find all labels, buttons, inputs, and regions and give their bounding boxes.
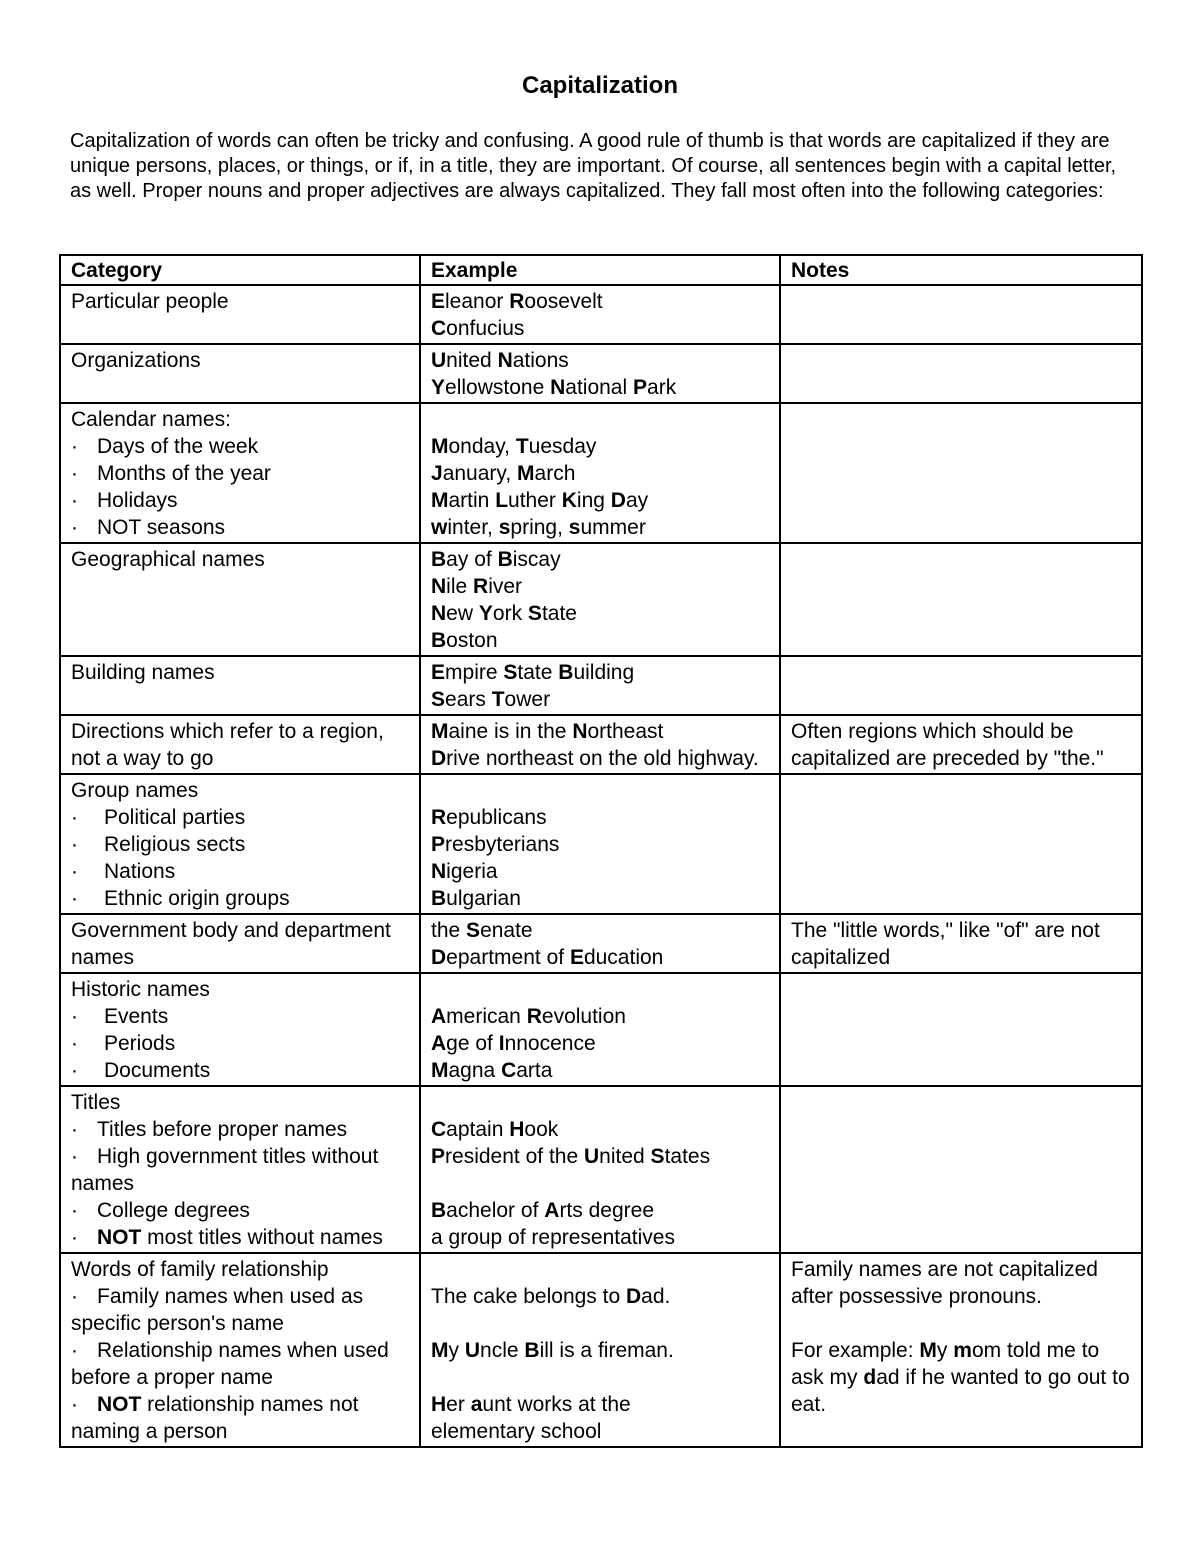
bullet-dot: · <box>71 1226 78 1249</box>
category-cell <box>60 914 420 973</box>
bullet-dot: · <box>71 860 78 883</box>
header-notes: Notes <box>780 255 1142 285</box>
example-cell <box>420 1253 780 1447</box>
example-text: American Revolution <box>431 1005 626 1028</box>
page-title: Capitalization <box>521 72 678 99</box>
table-row <box>60 1086 1142 1253</box>
category-cell <box>60 543 420 656</box>
bullet-item: · High government titles without names <box>71 1145 379 1195</box>
bullet-item: · Titles before proper names <box>71 1118 348 1141</box>
example-text: Maine is in the Northeast <box>431 720 664 743</box>
bullet-item: · Documents <box>71 1059 211 1082</box>
bullet-item: · Family names when used as specific person's name <box>71 1285 364 1335</box>
table-row <box>60 543 1142 656</box>
category-cell <box>60 1086 420 1253</box>
example-text: Bachelor of Arts degree <box>431 1199 654 1222</box>
notes-cell <box>780 543 1142 656</box>
category-cell <box>60 285 420 344</box>
category-label: Government body and department names <box>71 919 391 969</box>
example-text: Captain Hook <box>431 1118 559 1141</box>
notes-cell <box>780 285 1142 344</box>
example-cell <box>420 774 780 914</box>
bullet-dot: · <box>71 1032 78 1055</box>
intro-paragraph: Capitalization of words can often be tricky and confusing. A good rule of thumb is that words are capitalized if they are unique persons, places, or things, or if, in a title, they are important. Of course, all sentences begin with a capital letter, as well. Proper nouns and proper adjectives are always capitalized. They fall most often into the following categories: <box>70 130 1117 202</box>
category-label: Words of family relationship <box>71 1258 329 1281</box>
bullet-dot: · <box>71 1285 78 1308</box>
bullet-item: · Months of the year <box>71 462 271 485</box>
bullet-dot: · <box>71 1199 78 1222</box>
notes-cell <box>780 715 1142 774</box>
example-text: the Senate <box>431 919 533 942</box>
bullet-item: · Nations <box>71 860 176 883</box>
bullet-dot: · <box>71 806 78 829</box>
category-label: Building names <box>71 661 215 684</box>
example-text: My Uncle Bill is a fireman. <box>431 1339 674 1362</box>
bullet-item: · NOT relationship names not naming a person <box>71 1393 359 1443</box>
notes-cell <box>780 914 1142 973</box>
notes-cell <box>780 403 1142 543</box>
category-cell <box>60 774 420 914</box>
bullet-item: · Periods <box>71 1032 176 1055</box>
table-row <box>60 973 1142 1086</box>
example-text: The cake belongs to Dad. <box>431 1285 671 1308</box>
bullet-dot: · <box>71 462 78 485</box>
notes-text: For example: My mom told me to ask my dad if he wanted to go out to eat. <box>791 1339 1130 1416</box>
bullet-dot: · <box>71 887 78 910</box>
example-text: Confucius <box>431 317 525 340</box>
bullet-dot: · <box>71 489 78 512</box>
example-text: New York State <box>431 602 577 625</box>
bullet-item: · Days of the week <box>71 435 259 458</box>
bullet-item: · Events <box>71 1005 169 1028</box>
notes-text: Family names are not capitalized after possessive pronouns. <box>791 1258 1098 1308</box>
example-cell <box>420 344 780 403</box>
example-text: Empire State Building <box>431 661 635 684</box>
category-label: Titles <box>71 1091 121 1114</box>
category-label: Directions which refer to a region, not a way to go <box>71 720 384 770</box>
example-text: Department of Education <box>431 946 664 969</box>
bullet-item: · NOT seasons <box>71 516 225 539</box>
category-label: Particular people <box>71 290 229 313</box>
category-cell <box>60 656 420 715</box>
example-text: Republicans <box>431 806 547 829</box>
notes-cell <box>780 344 1142 403</box>
example-text: Boston <box>431 629 498 652</box>
example-cell <box>420 543 780 656</box>
example-text: Sears Tower <box>431 688 551 711</box>
bullet-dot: · <box>71 833 78 856</box>
example-text: Bay of Biscay <box>431 548 561 571</box>
header-example: Example <box>420 255 780 285</box>
example-cell <box>420 715 780 774</box>
notes-cell <box>780 973 1142 1086</box>
category-label: Organizations <box>71 349 201 372</box>
table-row <box>60 1253 1142 1447</box>
table-header-row <box>60 255 1142 285</box>
category-label: Historic names <box>71 978 210 1001</box>
bullet-item: · NOT most titles without names <box>71 1226 383 1249</box>
category-label: Group names <box>71 779 199 802</box>
example-text: Age of Innocence <box>431 1032 596 1055</box>
category-cell <box>60 344 420 403</box>
notes-text: Often regions which should be capitalized are preceded by "the." <box>791 720 1104 770</box>
header-category: Category <box>60 255 420 285</box>
bullet-dot: · <box>71 1339 78 1362</box>
notes-cell <box>780 656 1142 715</box>
notes-cell <box>780 1253 1142 1447</box>
bullet-item: · Religious sects <box>71 833 246 856</box>
bullet-item: · Ethnic origin groups <box>71 887 290 910</box>
bullet-dot: · <box>71 516 78 539</box>
bullet-item: · Political parties <box>71 806 246 829</box>
capitalization-table <box>59 254 1143 1448</box>
table-row <box>60 403 1142 543</box>
bullet-dot: · <box>71 1059 78 1082</box>
example-text: President of the United States <box>431 1145 711 1168</box>
example-cell <box>420 1086 780 1253</box>
category-label: Geographical names <box>71 548 265 571</box>
bullet-item: · Relationship names when used before a proper name <box>71 1339 389 1389</box>
category-cell <box>60 973 420 1086</box>
bullet-dot: · <box>71 435 78 458</box>
table-row <box>60 774 1142 914</box>
notes-cell <box>780 774 1142 914</box>
table-row <box>60 715 1142 774</box>
table-row <box>60 914 1142 973</box>
table-row <box>60 656 1142 715</box>
category-label: Calendar names: <box>71 408 231 431</box>
bullet-dot: · <box>71 1118 78 1141</box>
bullet-dot: · <box>71 1393 78 1416</box>
example-text: Magna Carta <box>431 1059 553 1082</box>
example-text: a group of representatives <box>431 1226 675 1249</box>
example-text: Bulgarian <box>431 887 521 910</box>
table-row <box>60 285 1142 344</box>
example-cell <box>420 973 780 1086</box>
bullet-dot: · <box>71 1005 78 1028</box>
example-text: Martin Luther King Day <box>431 489 649 512</box>
example-cell <box>420 914 780 973</box>
category-cell <box>60 1253 420 1447</box>
example-text: Nigeria <box>431 860 498 883</box>
example-text: Eleanor Roosevelt <box>431 290 603 313</box>
example-text: winter, spring, summer <box>431 516 646 539</box>
example-text: United Nations <box>431 349 569 372</box>
example-text: Monday, Tuesday <box>431 435 597 458</box>
example-cell <box>420 403 780 543</box>
example-cell <box>420 656 780 715</box>
example-cell <box>420 285 780 344</box>
example-text: January, March <box>431 462 576 485</box>
category-cell <box>60 715 420 774</box>
notes-text: The "little words," like "of" are not capitalized <box>791 919 1100 969</box>
notes-cell <box>780 1086 1142 1253</box>
bullet-dot: · <box>71 1145 78 1168</box>
category-cell <box>60 403 420 543</box>
example-text: Nile River <box>431 575 523 598</box>
example-text: Drive northeast on the old highway. <box>431 747 759 770</box>
example-text: Yellowstone National Park <box>431 376 677 399</box>
bullet-item: · Holidays <box>71 489 178 512</box>
example-text: Her aunt works at the elementary school <box>431 1393 631 1443</box>
bullet-item: · College degrees <box>71 1199 250 1222</box>
example-text: Presbyterians <box>431 833 560 856</box>
table-row <box>60 344 1142 403</box>
